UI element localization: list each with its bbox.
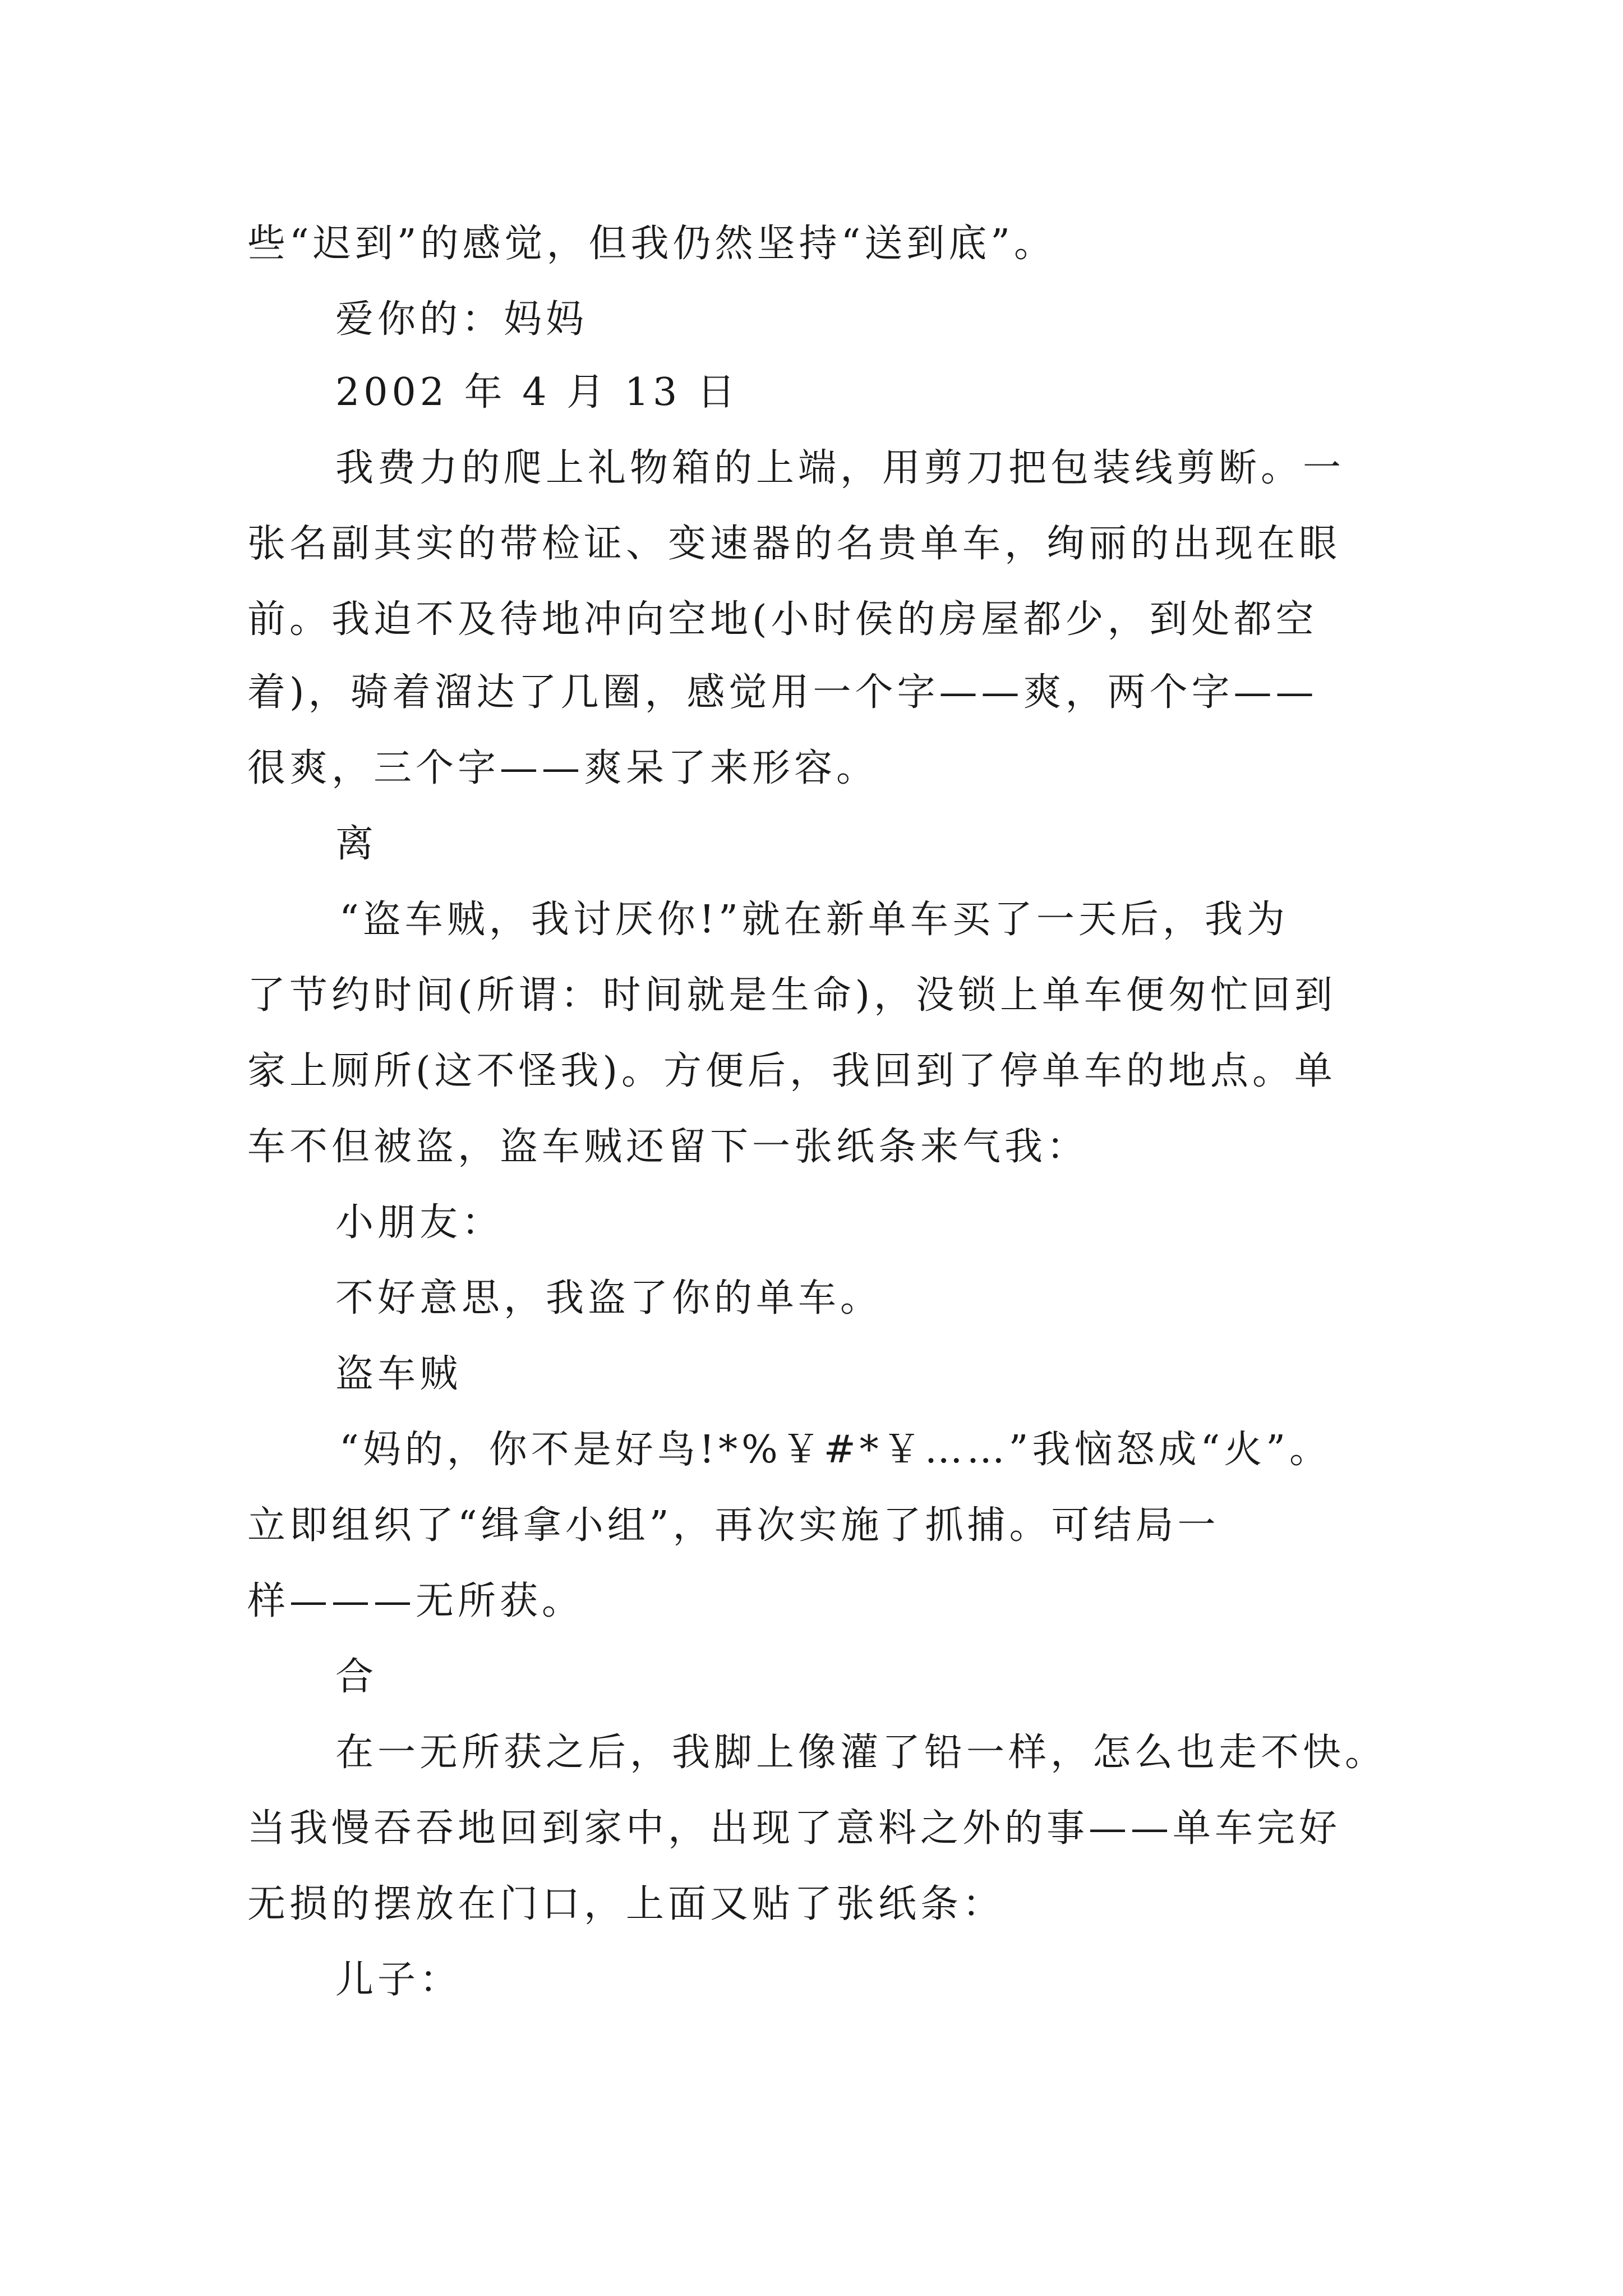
- text-line: 立即组织了“缉拿小组”，再次实施了抓捕。可结局一: [247, 1503, 1220, 1548]
- text-line: 车不但被盗，盗车贼还留下一张纸条来气我：: [247, 1125, 1089, 1169]
- text-line: 前。我迫不及待地冲向空地(小时侯的房屋都少，到处都空: [247, 597, 1318, 642]
- text-line: 家上厕所(这不怪我)。方便后，我回到了停单车的地点。单: [247, 1049, 1337, 1093]
- text-line: 我费力的爬上礼物箱的上端，用剪刀把包装线剪断。一: [335, 446, 1345, 490]
- date-line: 2002 年 4 月 13 日: [335, 370, 739, 415]
- text-line: 当我慢吞吞地回到家中，出现了意料之外的事——单车完好: [247, 1806, 1341, 1851]
- section-heading: 合: [335, 1655, 378, 1699]
- text-line: 很爽，三个字——爽呆了来形容。: [247, 746, 879, 790]
- signature-line: 爱你的：妈妈: [335, 297, 588, 342]
- text-line: 了节约时间(所谓：时间就是生命)，没锁上单车便匆忙回到: [247, 973, 1337, 1018]
- text-line: 些“迟到”的感觉，但我仍然坚持“送到底”。: [247, 222, 1057, 266]
- text-line: 无损的摆放在门口，上面又贴了张纸条：: [247, 1882, 1005, 1926]
- section-heading: 离: [335, 822, 378, 866]
- note-signature: 盗车贼: [335, 1352, 462, 1396]
- note-greeting: 儿子：: [335, 1958, 462, 2002]
- text-line: 着)，骑着溜达了几圈，感觉用一个字——爽，两个字——: [247, 670, 1318, 715]
- text-line: “盗车贼，我讨厌你!”就在新单车买了一天后，我为: [339, 898, 1289, 942]
- text-line: “妈的，你不是好鸟!*%￥#*￥……”我恼怒成“火”。: [339, 1428, 1331, 1472]
- note-body: 不好意思，我盗了你的单车。: [335, 1276, 883, 1320]
- note-greeting: 小朋友：: [335, 1200, 504, 1245]
- text-line: 样———无所获。: [247, 1579, 584, 1623]
- text-line: 张名副其实的带检证、变速器的名贵单车，绚丽的出现在眼: [247, 522, 1341, 566]
- text-line: 在一无所获之后，我脚上像灌了铅一样，怎么也走不快。: [335, 1731, 1387, 1775]
